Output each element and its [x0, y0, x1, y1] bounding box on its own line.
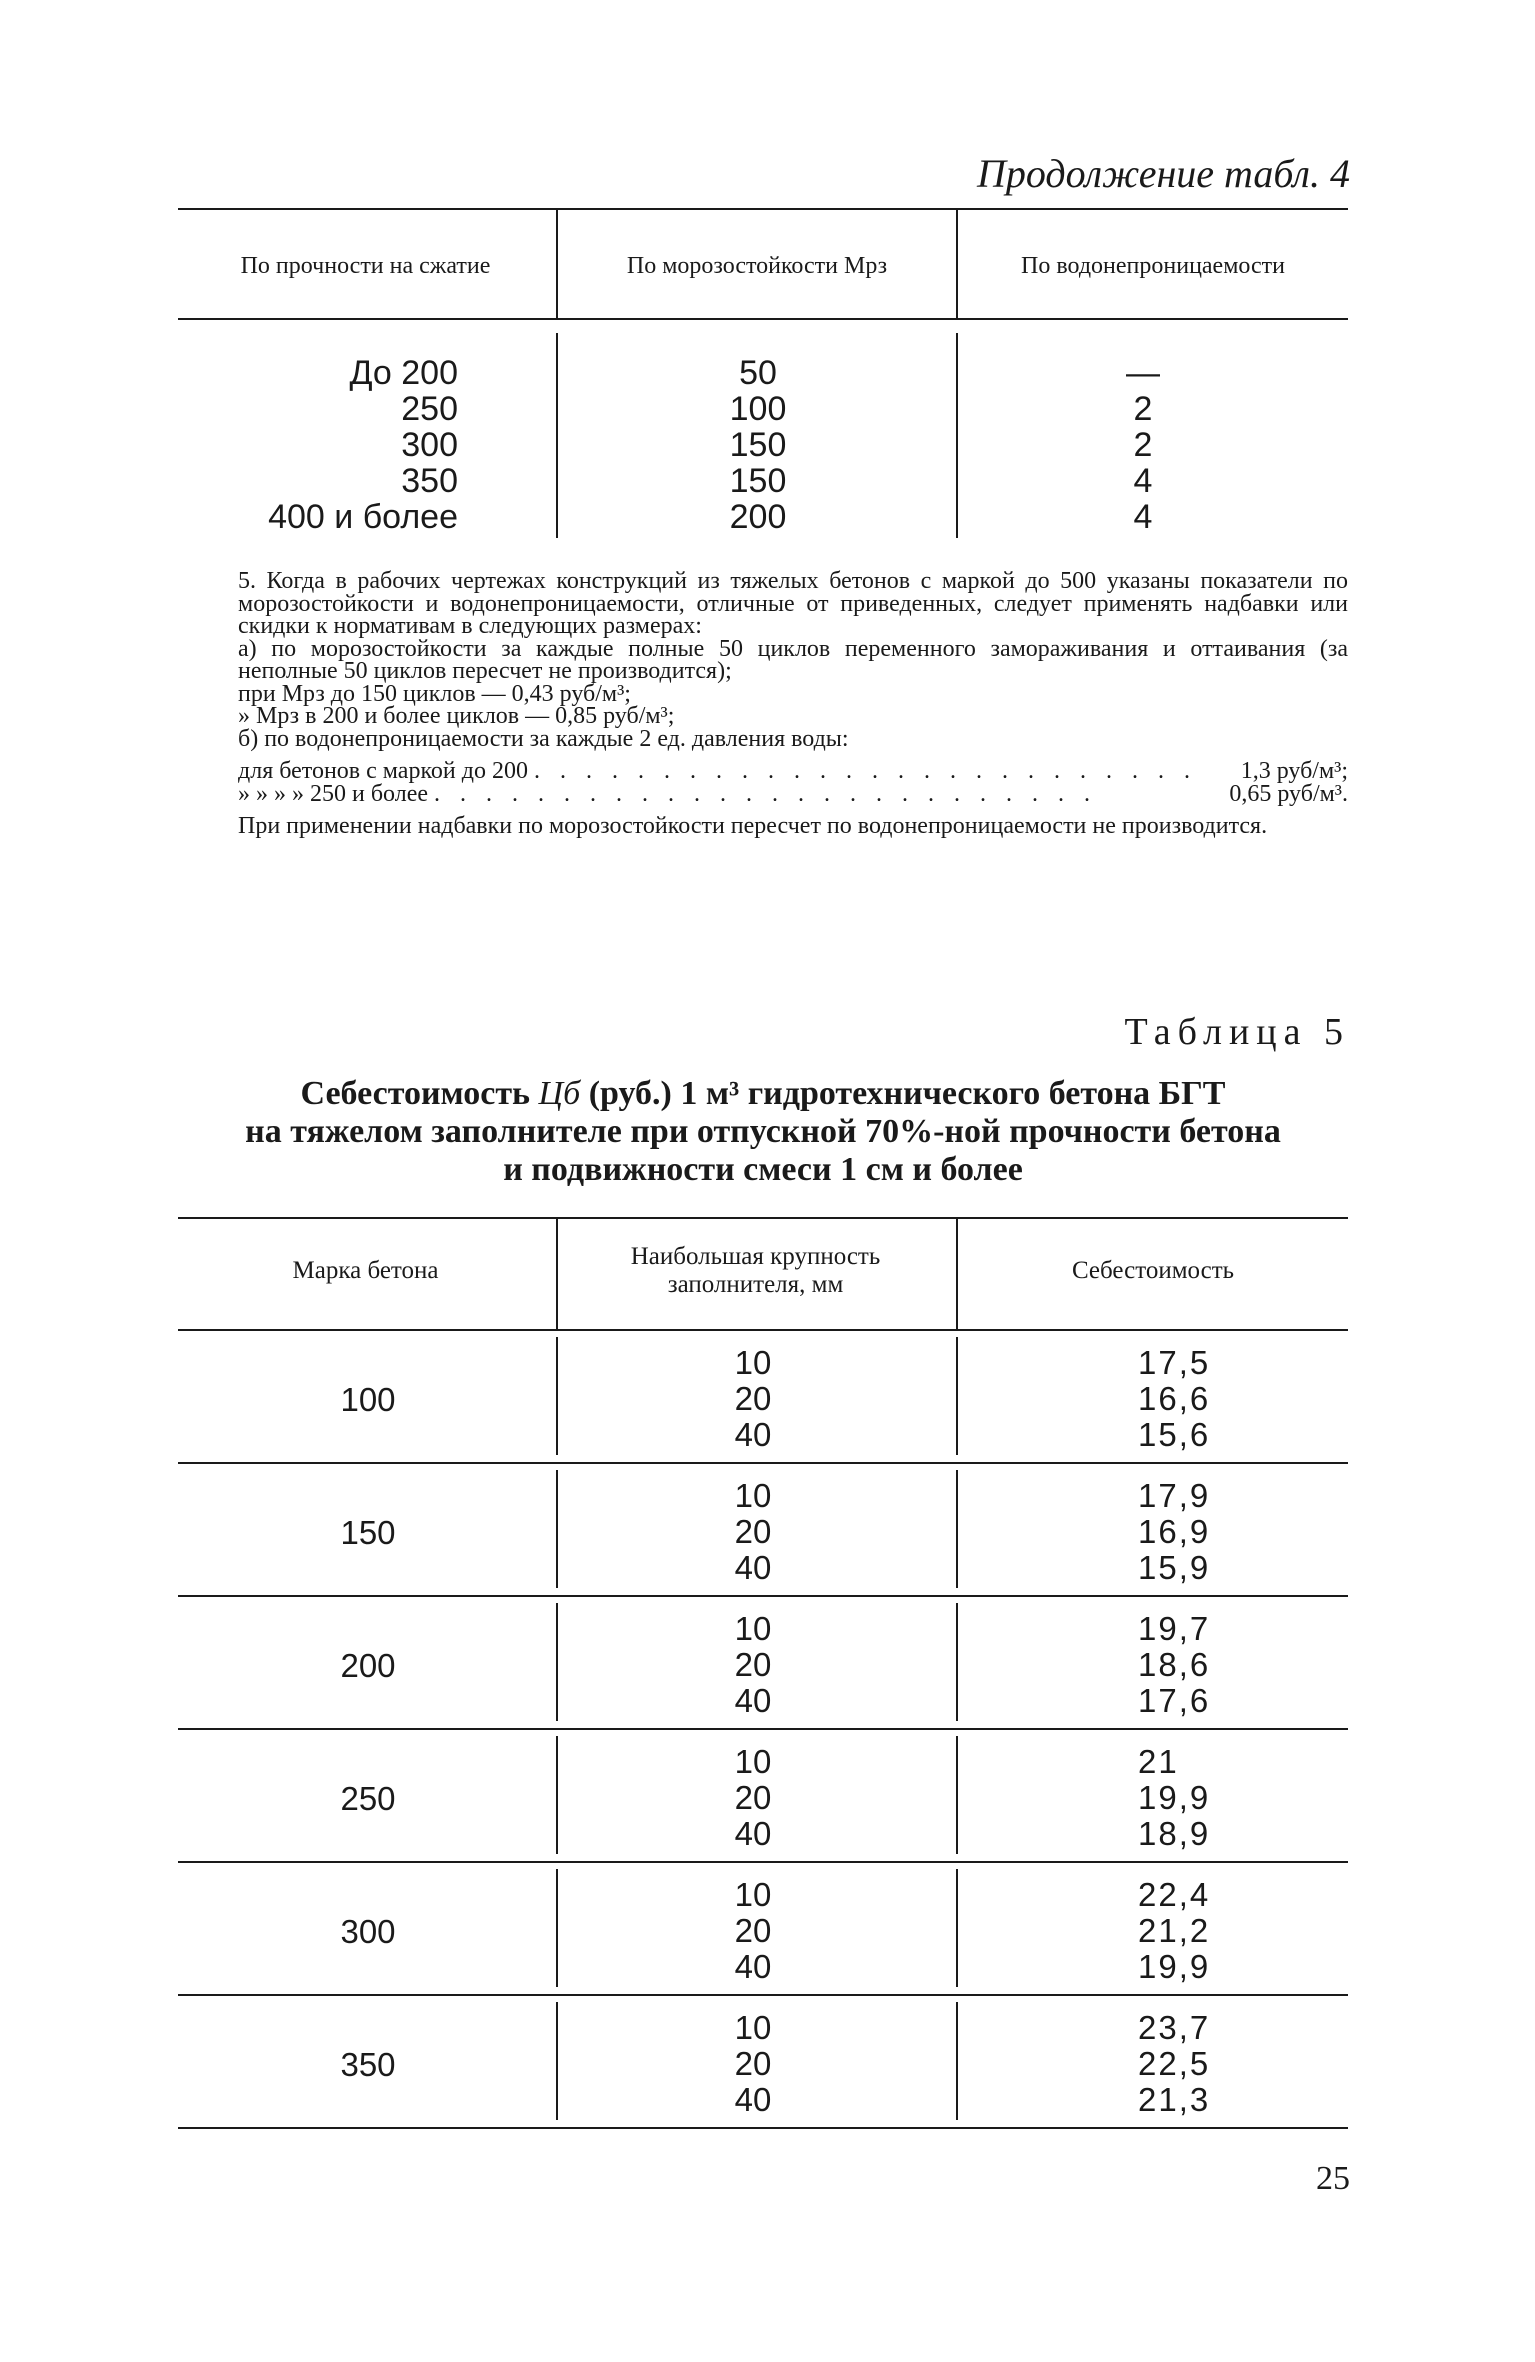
- cell-strength: 300: [401, 426, 458, 464]
- cell-costs: 19,7 18,6 17,6: [1138, 1610, 1211, 1719]
- title-line: на тяжелом заполнителе при отпускной 70%-ной прочности бетона: [245, 1113, 1281, 1150]
- rate-line-label: » » » » 250 и более: [238, 780, 429, 807]
- column-divider: [556, 333, 558, 538]
- note-paragraph: » Мрз в 200 и более циклов — 0,85 руб/м³;: [238, 703, 675, 729]
- cell-costs: 17,5 16,6 15,6: [1138, 1344, 1211, 1453]
- note-section: [238, 570, 1348, 838]
- cell-mark: 150: [340, 1514, 396, 1551]
- rate-line-value: 1,3 руб/м³;: [1240, 758, 1348, 784]
- table-row-group: [178, 2002, 1348, 2135]
- cell-mark: 200: [340, 1647, 396, 1684]
- cell-water: 4: [1133, 498, 1153, 536]
- row-group-rule: [178, 1462, 1348, 1464]
- note-paragraph: при Мрз до 150 циклов — 0,43 руб/м³;: [238, 680, 631, 707]
- row-group-rule: [178, 1861, 1348, 1863]
- strength-column: [258, 355, 458, 535]
- cell-frost: 150: [729, 462, 787, 500]
- cell-mark: 300: [340, 1913, 396, 1950]
- table-header-rule: [178, 318, 1348, 320]
- title-text: (руб.) 1 м³ гидротехнического бетона БГТ: [580, 1075, 1226, 1112]
- rate-line-value: 0,65 руб/м³.: [1229, 780, 1348, 807]
- cell-water: 4: [1133, 462, 1153, 500]
- cell-strength: До 200: [349, 354, 458, 392]
- cell-costs: 17,9 16,9 15,9: [1138, 1477, 1211, 1586]
- cell-strength: 400 и более: [268, 498, 458, 536]
- cell-frost: 50: [739, 354, 777, 392]
- row-group-rule: [178, 1728, 1348, 1730]
- cell-water: 2: [1133, 390, 1153, 428]
- note-paragraph: При применении надбавки по морозостойкости пересчет по водонепроницаемости не производится.: [238, 813, 1268, 839]
- cell-costs: 21 19,9 18,9: [1138, 1743, 1211, 1852]
- continuation-label: Продолжение табл. 4: [976, 151, 1350, 196]
- cell-costs: 22,4 21,2 19,9: [1138, 1876, 1211, 1985]
- cell-frost: 200: [729, 498, 787, 536]
- table-row-group: [178, 1869, 1348, 2002]
- cell-frost: 100: [729, 390, 787, 428]
- cell-mark: 350: [340, 2046, 396, 2083]
- page-number: 25: [1316, 2160, 1350, 2197]
- cell-sizes: 10 20 40: [734, 1876, 772, 1985]
- dot-leader: . . . . . . . . . . . . . . . . . . . . . . . . . .: [434, 782, 1098, 805]
- header-water: По водонепроницаемости: [1021, 253, 1285, 279]
- cell-sizes: 10 20 40: [734, 1743, 772, 1852]
- table-row-group: [178, 1603, 1348, 1736]
- water-column: [1113, 355, 1173, 535]
- rate-line-label: для бетонов с маркой до 200: [238, 758, 528, 784]
- row-group-rule: [178, 1595, 1348, 1597]
- cell-strength: 350: [401, 462, 458, 500]
- table-5-title: [178, 1075, 1348, 1189]
- header-frost: По морозостойкости Мрз: [626, 253, 888, 279]
- table-row-group: [178, 1337, 1348, 1470]
- header-aggregate-size: Наибольшая крупность заполнителя, мм: [630, 1243, 881, 1298]
- row-group-rule: [178, 1994, 1348, 1996]
- title-symbol: Цб: [538, 1075, 581, 1112]
- cell-mark: 250: [340, 1780, 396, 1817]
- cell-sizes: 10 20 40: [734, 1344, 772, 1453]
- cell-water: —: [1126, 354, 1160, 392]
- cell-mark: 100: [340, 1381, 396, 1418]
- cell-sizes: 10 20 40: [734, 2009, 772, 2118]
- cell-frost: 150: [729, 426, 787, 464]
- title-text: Себестоимость: [300, 1075, 539, 1112]
- title-line: и подвижности смеси 1 см и более: [503, 1151, 1023, 1188]
- table-row-group: [178, 1470, 1348, 1603]
- column-divider: [556, 1217, 558, 1329]
- header-strength: По прочности на сжатие: [240, 253, 491, 279]
- table-row-group: [178, 1736, 1348, 1869]
- note-paragraph: а) по морозостойкости за каждые полные 50 циклов переменного замораживания и оттаивания (за неполные 50 циклов пересчет не производится);: [238, 635, 1348, 684]
- table-header-rule: [178, 1329, 1348, 1331]
- column-divider: [956, 333, 958, 538]
- table-bottom-rule: [178, 2127, 1348, 2129]
- rate-line: [238, 780, 1348, 807]
- note-paragraph: б) по водонепроницаемости за каждые 2 ед. давления воды:: [238, 725, 849, 752]
- cell-sizes: 10 20 40: [734, 1610, 772, 1719]
- frost-column: [703, 355, 813, 535]
- note-paragraph: 5. Когда в рабочих чертежах конструкций из тяжелых бетонов с маркой до 500 указаны показатели по морозостойкости и водонепроницаемости, отличные от приведенных, следует применять надбавки или скидки к нормативам в следующих размерах:: [238, 568, 1348, 639]
- table-top-rule: [178, 1217, 1348, 1219]
- table-top-rule: [178, 208, 1348, 210]
- dot-leader: . . . . . . . . . . . . . . . . . . . . . . . . . .: [533, 760, 1197, 783]
- table-5-label: Таблица 5: [1124, 1011, 1350, 1053]
- header-mark: Марка бетона: [292, 1257, 439, 1284]
- header-cost: Себестоимость: [1071, 1257, 1235, 1284]
- cell-strength: 250: [401, 390, 458, 428]
- cell-costs: 23,7 22,5 21,3: [1138, 2009, 1211, 2118]
- rate-line: [238, 760, 1348, 783]
- cell-water: 2: [1133, 426, 1153, 464]
- cell-sizes: 10 20 40: [734, 1477, 772, 1586]
